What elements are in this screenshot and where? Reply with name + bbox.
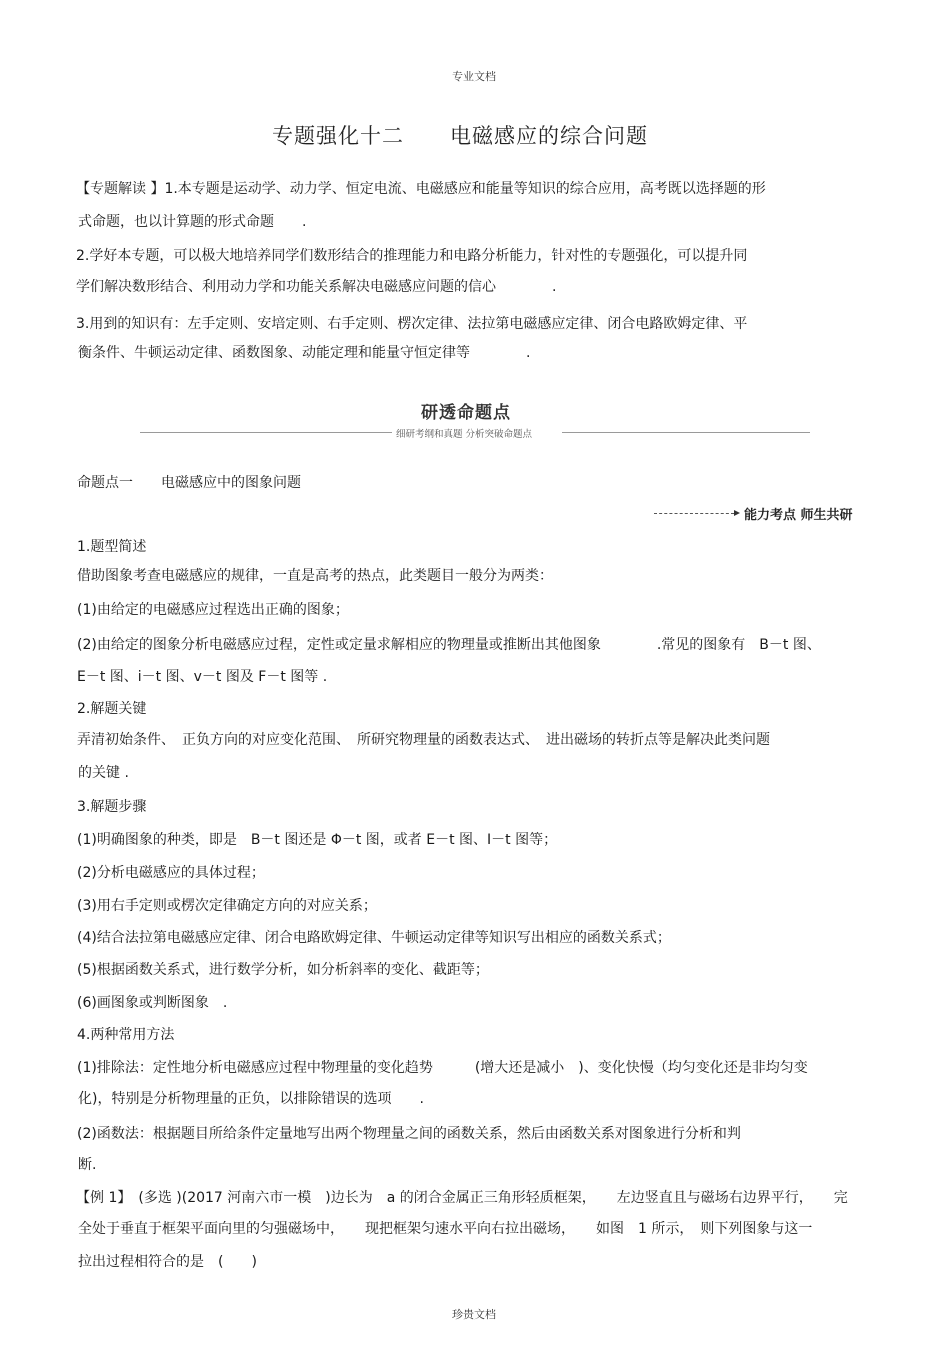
body-line: 2.解题关键 [77, 701, 147, 717]
body-line: (2)分析电磁感应的具体过程； [77, 865, 265, 881]
body-line: (3)用右手定则或楞次定律确定方向的对应关系； [77, 898, 377, 914]
body-line: 弄清初始条件、 正负方向的对应变化范围、 所研究物理量的函数表达式、 进出磁场的转折点等是解决此类问题 [77, 732, 770, 748]
topic-heading: 命题点一 电磁感应中的图象问题 [77, 475, 301, 491]
page-header: 专业文档 [452, 70, 496, 83]
intro-line: 2.学好本专题，可以极大地培养同学们数形结合的推理能力和电路分析能力，针对性的专题强化，可以提升同 [76, 248, 748, 264]
body-line: (1)排除法：定性地分析电磁感应过程中物理量的变化趋势 (增大还是减小 )、变化快慢（均匀变化还是非均匀变 [77, 1060, 808, 1076]
body-line: (6)画图象或判断图象 . [77, 995, 228, 1011]
body-line: (4)结合法拉第电磁感应定律、闭合电路欧姆定律、牛顿运动定律等知识写出相应的函数关系式； [77, 930, 671, 946]
section-title: 研透命题点 [421, 403, 511, 423]
intro-line: 3.用到的知识有：左手定则、安培定则、右手定则、楞次定律、法拉第电磁感应定律、闭合电路欧姆定律、平 [76, 316, 748, 332]
arrow-right-icon [734, 510, 740, 516]
section-rule-left [140, 432, 392, 433]
document-title-left: 专题强化十二 [272, 124, 404, 148]
body-line: (2)函数法：根据题目所给条件定量地写出两个物理量之间的函数关系，然后由函数关系对图象进行分析和判 [77, 1126, 741, 1142]
section-rule-right [562, 432, 810, 433]
page-footer: 珍贵文档 [452, 1308, 496, 1321]
body-line: 的关键 . [78, 765, 129, 781]
body-line: 借助图象考查电磁感应的规律，一直是高考的热点，此类题目一般分为两类： [77, 568, 553, 584]
body-line: E－t 图、i－t 图、v－t 图及 F－t 图等 . [77, 669, 328, 685]
example-line: 拉出过程相符合的是 ( ) [78, 1254, 257, 1270]
body-line: 化)，特别是分析物理量的正负，以排除错误的选项 . [78, 1091, 424, 1107]
section-subtitle: 细研考纲和真题 分析突破命题点 [396, 429, 533, 440]
body-line: 3.解题步骤 [77, 799, 147, 815]
body-line: 4.两种常用方法 [77, 1027, 175, 1043]
document-title-right: 电磁感应的综合问题 [450, 124, 648, 148]
body-line: (1)由给定的电磁感应过程选出正确的图象； [77, 602, 349, 618]
badge-arrow-line [654, 513, 734, 514]
intro-line: 衡条件、牛顿运动定律、函数图象、动能定理和能量守恒定律等 . [78, 345, 531, 361]
body-line: (1)明确图象的种类，即是 B－t 图还是 Φ－t 图，或者 E－t 图、I－t 图等； [77, 832, 558, 848]
body-line: (5)根据函数关系式，进行数学分析，如分析斜率的变化、截距等； [77, 962, 489, 978]
example-line: 全处于垂直于框架平面向里的匀强磁场中， 现把框架匀速水平向右拉出磁场， 如图 1 所示， 则下列图象与这一 [78, 1221, 813, 1237]
intro-line: 式命题，也以计算题的形式命题 . [78, 214, 307, 230]
body-line: 断. [78, 1157, 97, 1173]
body-line: 1.题型简述 [77, 539, 147, 555]
intro-line: 【专题解读 】1.本专题是运动学、动力学、恒定电流、电磁感应和能量等知识的综合应用，高考既以选择题的形 [76, 181, 766, 197]
intro-line: 学们解决数形结合、利用动力学和功能关系解决电磁感应问题的信心 . [76, 279, 557, 295]
badge-label: 能力考点 师生共研 [744, 508, 853, 523]
example-line: 【例 1】 (多选 )(2017 河南六市一模 )边长为 a 的闭合金属正三角形轻质框架， 左边竖直且与磁场右边界平行， 完 [76, 1190, 848, 1206]
body-line: (2)由给定的图象分析电磁感应过程，定性或定量求解相应的物理量或推断出其他图象 .常见的图象有 B－t 图、 [77, 637, 821, 653]
